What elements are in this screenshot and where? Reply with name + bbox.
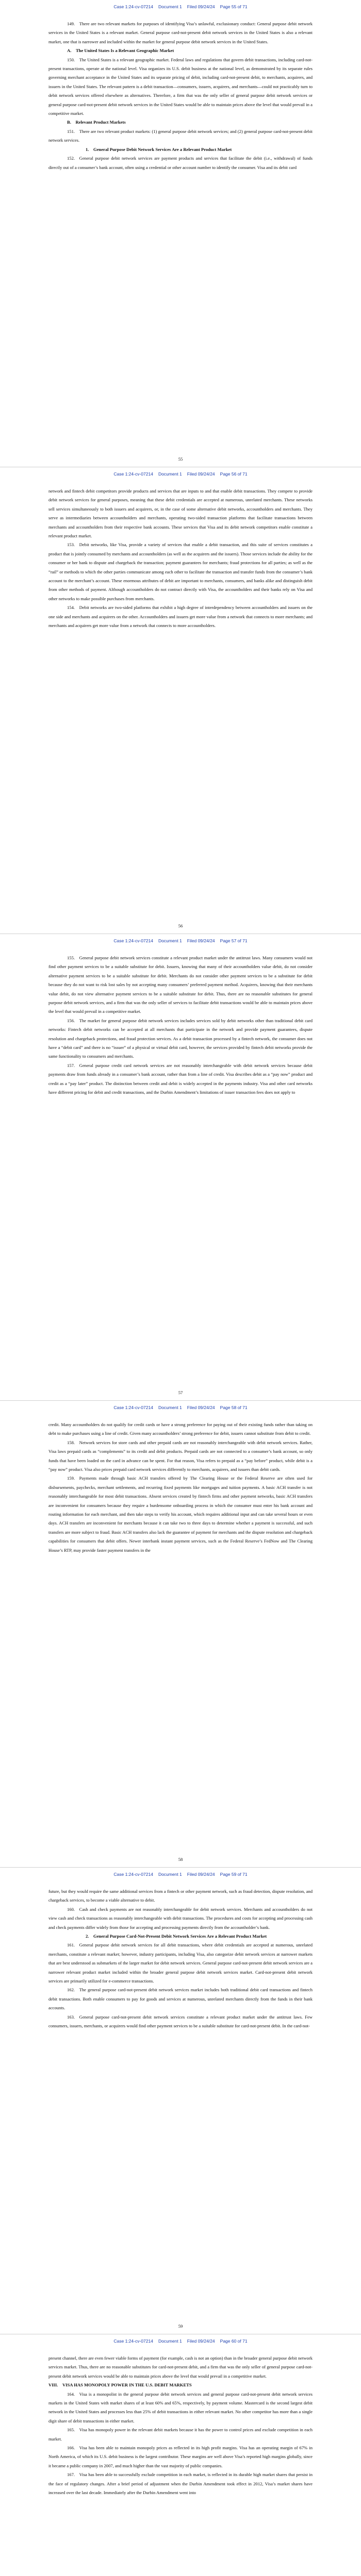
ecf-header-document: Document 1 — [158, 471, 182, 477]
ecf-header-page: Page 56 of 71 — [220, 471, 248, 477]
ecf-header — [0, 471, 361, 477]
ecf-header — [0, 1872, 361, 1877]
numbered-paragraph: 154. Debit networks are two-sided platforms that exhibit a high degree of interdependency between accountholders and issuers on the one side and merchants and acquirers on the other. Accountholders and issuers get more value from a network that connects to more merchants; and merchants and acquirers get more value from a network that connects to more accountholders. — [48, 605, 313, 629]
ecf-header-case: Case 1:24-cv-07214 — [113, 938, 153, 943]
numbered-paragraph: 153. Debit networks, like Visa, provide a variety of services that enable a debit transaction, and this suite of services constitutes a product that is jointly consumed by merchants and accountholders (as well as the acquirers and the issuers). Those services include the ability for the consumer or her bank to dispute and chargeback the transaction; payment guarantees for merchants; fraud protections for all parties; as well as the “rail” or methods to which the other parties communicate among each other to facilitate the transaction and transfer funds from the consumer’s bank account to the merchant’s account. These enormous attributes of debit are important to merchants, consumers, and banks alike and distinguish debit from other methods of payment. Although accountholders do not contract directly with Visa, the accountholders and their banks rely on Visa and other networks to make possible purchases from merchants. — [48, 542, 313, 601]
ecf-header-case: Case 1:24-cv-07214 — [113, 4, 153, 9]
continued-paragraph: credit. Many accountholders do not qualify for credit cards or have a strong preference for paying out of their existing funds rather than taking on debt to make purchases using a line of credit. Given many accountholders’ strong preference for debit, issuers cannot substitute from debit to credit. — [48, 1422, 313, 1436]
section-heading: 1. General Purpose Debit Network Services Are a Relevant Product Market — [86, 146, 232, 152]
document-page — [0, 467, 361, 934]
ecf-header-page: Page 60 of 71 — [220, 2338, 248, 2344]
numbered-paragraph: 151. There are two relevant product markets: (1) general purpose debit network services; and (2) general purpose card-not-present debit network services. — [48, 128, 313, 143]
ecf-header-document: Document 1 — [158, 1872, 182, 1877]
ecf-header-case: Case 1:24-cv-07214 — [113, 1872, 153, 1877]
ecf-header-page: Page 57 of 71 — [220, 938, 248, 943]
ecf-header — [0, 938, 361, 943]
ecf-header-filed: Filed 09/24/24 — [187, 938, 215, 943]
page-number: 56 — [178, 923, 183, 928]
numbered-paragraph: 163. General purpose card-not-present debit network services constitute a relevant product market under the antitrust laws. Few consumers, issuers, merchants, or acquirers would find other payment services to be a suitable substitute for card-not-present debit. In the card-not- — [48, 2014, 313, 2029]
numbered-paragraph: 167. Visa has been able to successfully exclude competition in each market, is reflected in its durable high market shares that persist in the face of regulatory changes. After a brief period of adjustment when the Durbin Amendment took effect in 2012, Visa’s market shares have increased over the last decade. Immediately after the Durbin Amendment went into — [48, 2472, 313, 2496]
numbered-paragraph: 156. The market for general purpose debit network services includes services sold by debit networks other than traditional debit card networks: Fintech debit networks can be accepted at all merchants that participate in the network and provide payment guarantees, dispute resolution and chargeback protections, and fraud protection services. As a debit transaction processed by a fintech network, the consumer does not have a “debit card” and there is no “issuer” of a physical or virtual debit card, however, the services provided by fintech debit networks provide the same functionality to consumers and merchants. — [48, 1018, 313, 1059]
page-body — [48, 2354, 313, 2498]
ecf-header-case: Case 1:24-cv-07214 — [113, 471, 153, 477]
ecf-header-document: Document 1 — [158, 2338, 182, 2344]
page-number: 58 — [178, 1857, 183, 1862]
numbered-paragraph: 164. Visa is a monopolist in the general purpose debit network services and general purpose card-not-present debit network services markets in the United States with market shares of at least 60% and 65%, respectively, by payment volume. Mastercard is the second largest debit network in the United States and processes less than 25% of debit transactions in either relevant market. No other competitor has more than a single digit share of debit transactions in either market. — [48, 2391, 313, 2424]
ecf-header-document: Document 1 — [158, 938, 182, 943]
section-heading: VIII. VISA HAS MONOPOLY POWER IN THE U.S. DEBIT MARKETS — [48, 2382, 192, 2388]
ecf-header — [0, 4, 361, 9]
page-body — [48, 487, 313, 631]
numbered-paragraph: 160. Cash and check payments are not reasonably interchangeable for debit network services. Merchants and accountholders do not view cash and check transactions as reasonably interchangeable with debit transactions. The procedures and costs for accepting and processing cash and check payments differ widely from those for accepting and processing payments directly from the accountholder’s bank. — [48, 1906, 313, 1930]
numbered-paragraph: 157. General purpose credit card network services are not reasonably interchangeable with debit network services because debit payments draw from funds already in a consumer’s bank account, rather than from a line of credit. Visa describes debit as a “pay now” product and credit as a “pay later” product. The distinction between credit and debit is widely accepted in the payments industry. Visa and other card networks have different pricing for debit and credit transactions, and the Durbin Amendment’s limitations of issuer transaction fees does not apply to — [48, 1062, 313, 1095]
numbered-paragraph: 149. There are two relevant markets for purposes of identifying Visa’s unlawful, exclusionary conduct: General purpose debit network services in the United States is a relevant market. General purpose card-not-present debit network services in the United States is also a relevant market, one that is narrower and included within the market for general purpose debit network services in the United States. — [48, 21, 313, 44]
ecf-header-filed: Filed 09/24/24 — [187, 2338, 215, 2344]
page-body — [48, 1887, 313, 2031]
numbered-paragraph: 165. Visa has monopoly power in the relevant debit markets because it has the power to control prices and exclude competition in each market. — [48, 2427, 313, 2442]
ecf-header — [0, 2338, 361, 2344]
numbered-paragraph: 159. Payments made through basic ACH transfers offered by The Clearing House or the Federal Reserve are often used for disbursements, paychecks, merchant settlements, and recurring fixed payments like mortgages and tuition payments. A basic ACH transfer is not reasonably interchangeable for most debit transactions. Absent services created by fintech firms and other payment networks, basic ACH transfers are inconvenient for consumers because they require a burdensome onboarding process in which the consumer must enter his bank account and routing information for each merchant, and then take steps to verify his account, which requires additional input and can take several hours or even days. ACH transfers are inconvenient for merchants because it can take two to three days to determine whether a payment is successful, and such transfers are more subject to fraud. Basic ACH transfers also lack the guarantee of payment for merchants and the dispute resolution and chargeback capabilities for consumers that debit offers. Newer interbank instant payment services, such as the Federal Reserve’s FedNow and The Clearing House’s RTP, may provide faster payment transfers in the — [48, 1476, 313, 1553]
document-page — [0, 934, 361, 1400]
numbered-paragraph: 155. General purpose debit network services constitute a relevant product market under the antitrust laws. Many consumers would not find other payment services to be a suitable substitute for debit. Issuers, knowing that many of their accountholders value debit, do not consider alternative payment services to be a suitable substitute for debit. Merchants do not consider other payment services to be a substitute for debit because they do not want to risk lost sales by not accepting many consumers’ preferred payment method. Acquirers, knowing that their merchants value debit, do not view alternative payment services to be a suitable substitute for debit. Thus, there are no reasonable substitutes for general purpose debit network services, and a firm that was the only seller of services to facilitate debit transactions would be able to maintain prices above the level that would prevail in a competitive market. — [48, 955, 313, 1014]
ecf-header-case: Case 1:24-cv-07214 — [113, 1405, 153, 1410]
ecf-header-document: Document 1 — [158, 1405, 182, 1410]
numbered-paragraph: 158. Network services for store cards and other prepaid cards are not reasonably interchangeable with debit network services. Rather, Visa laws prepaid cards as “complements” to its credit and debit products. Prepaid cards are not connected to a consumer’s bank account, so only funds that have been loaded on the card in advance can be spent. For that reason, Visa refers to prepaid as a “pay before” product, while debit is a “pay now” product. Visa also prices prepaid card network services differently to merchants, acquirers, and issuers than debit cards. — [48, 1439, 313, 1472]
page-number: 57 — [178, 1390, 183, 1395]
page-number: 59 — [178, 2324, 183, 2329]
ecf-header — [0, 1405, 361, 1410]
ecf-header-filed: Filed 09/24/24 — [187, 471, 215, 477]
continued-paragraph: future, but they would require the same additional services from a fintech or other payment network, such as fraud detection, dispute resolution, and chargeback services, to become a viable alternative to debit. — [48, 1889, 313, 1903]
numbered-paragraph: 152. General purpose debit network services are payment products and services that facilitate the debit (i.e., withdrawal) of funds directly out of a consumer’s bank account, often using a credential or other account number to identify the consumer. Visa and its debit card — [48, 156, 313, 170]
continued-paragraph: network and fintech debit competitors provide products and services that are inputs to and that enable debit transactions. They compete to provide debit network services for general purposes, meaning that these debit credentials are accepted at numerous, unrelated merchants. These networks sell services simultaneously to both issuers and acquirers, or, in the case of some alternative debit networks, accountholders and merchants. They serve as intermediaries between accountholders and merchants, operating two-sided transaction platforms that facilitate transactions between merchants and accountholders from their respective bank accounts. These services that Visa and its debit network competitors enable constitute a relevant product market. — [48, 488, 313, 539]
page-body — [48, 954, 313, 1097]
document-page — [0, 1400, 361, 1867]
section-heading: B. Relevant Product Markets — [67, 120, 126, 125]
ecf-header-document: Document 1 — [158, 4, 182, 9]
ecf-header-page: Page 59 of 71 — [220, 1872, 248, 1877]
numbered-paragraph: 150. The United States is a relevant geographic market. Federal laws and regulations that govern debit transactions, including card-not-present transactions, operate at the national level. Visa organizes its U.S. debit business at the national level, as demonstrated by its separate rules governing merchant acceptance in the United States and its separate pricing of debit, including card-not-present debit, to merchants, acquirers, and issuers in the United States. The relevant pattern is a debit transaction—consumers, issuers, acquirers, and merchants—could not practicably turn to debit network services offered elsewhere as alternatives. Therefore, a firm that was the only seller of general purpose debit network services or general purpose card-not-present debit network services in the United States would be able to maintain prices above the level that would prevail in a competitive market. — [48, 57, 313, 116]
section-heading: A. The United States Is a Relevant Geographic Market — [67, 48, 174, 54]
document-page — [0, 1867, 361, 2334]
ecf-header-filed: Filed 09/24/24 — [187, 4, 215, 9]
ecf-header-filed: Filed 09/24/24 — [187, 1405, 215, 1410]
page-number: 55 — [178, 456, 183, 462]
ecf-header-page: Page 58 of 71 — [220, 1405, 248, 1410]
section-heading: 2. General Purpose Card-Not-Present Debit Network Services Are a Relevant Product Market — [86, 1934, 267, 1939]
ecf-header-page: Page 55 of 71 — [220, 4, 248, 9]
numbered-paragraph: 162. The general purpose card-not-present debit network services market includes both traditional debit card transactions and fintech debit transactions. Both enable consumers to pay for goods and services at numerous, unrelated merchants directly from the funds in their bank accounts. — [48, 1987, 313, 2011]
numbered-paragraph: 166. Visa has been able to maintain monopoly prices as reflected in its high profit margins. Visa has an operating margin of 67% in North America, of which its U.S. debit business is the largest contributor. These margins are well above Visa’s reported high margins globally, since it became a public company in 2007, and much higher than the vast majority of public companies. — [48, 2445, 313, 2468]
continued-paragraph: present channel, there are even fewer viable forms of payment (for example, cash is not an option) than in the broader general purpose debit network services market. Thus, there are no reasonable substitutes for card-not-present debit, and a firm that was the only seller of general purpose card-not-present debit network services would be able to maintain prices above the level that would prevail in a competitive market. — [48, 2355, 313, 2379]
document-page — [0, 0, 361, 467]
numbered-paragraph: 161. General purpose debit network services for all debit transactions, where debit credentials are accepted at numerous, unrelated merchants, constitute a relevant market; however, industry participants, including Visa, also categorize debit network services at narrower markets that are best understood as submarkets of the larger market for debit network services. General purpose card-not-present debit network services are a narrower relevant product market included within the broader general purpose debit network services market. Card-not-present debit network services are primarily utilized for e-commerce transactions. — [48, 1942, 313, 1984]
ecf-header-filed: Filed 09/24/24 — [187, 1872, 215, 1877]
page-body — [48, 20, 313, 172]
page-body — [48, 1420, 313, 1555]
document-page — [0, 2334, 361, 2576]
ecf-header-case: Case 1:24-cv-07214 — [113, 2338, 153, 2344]
